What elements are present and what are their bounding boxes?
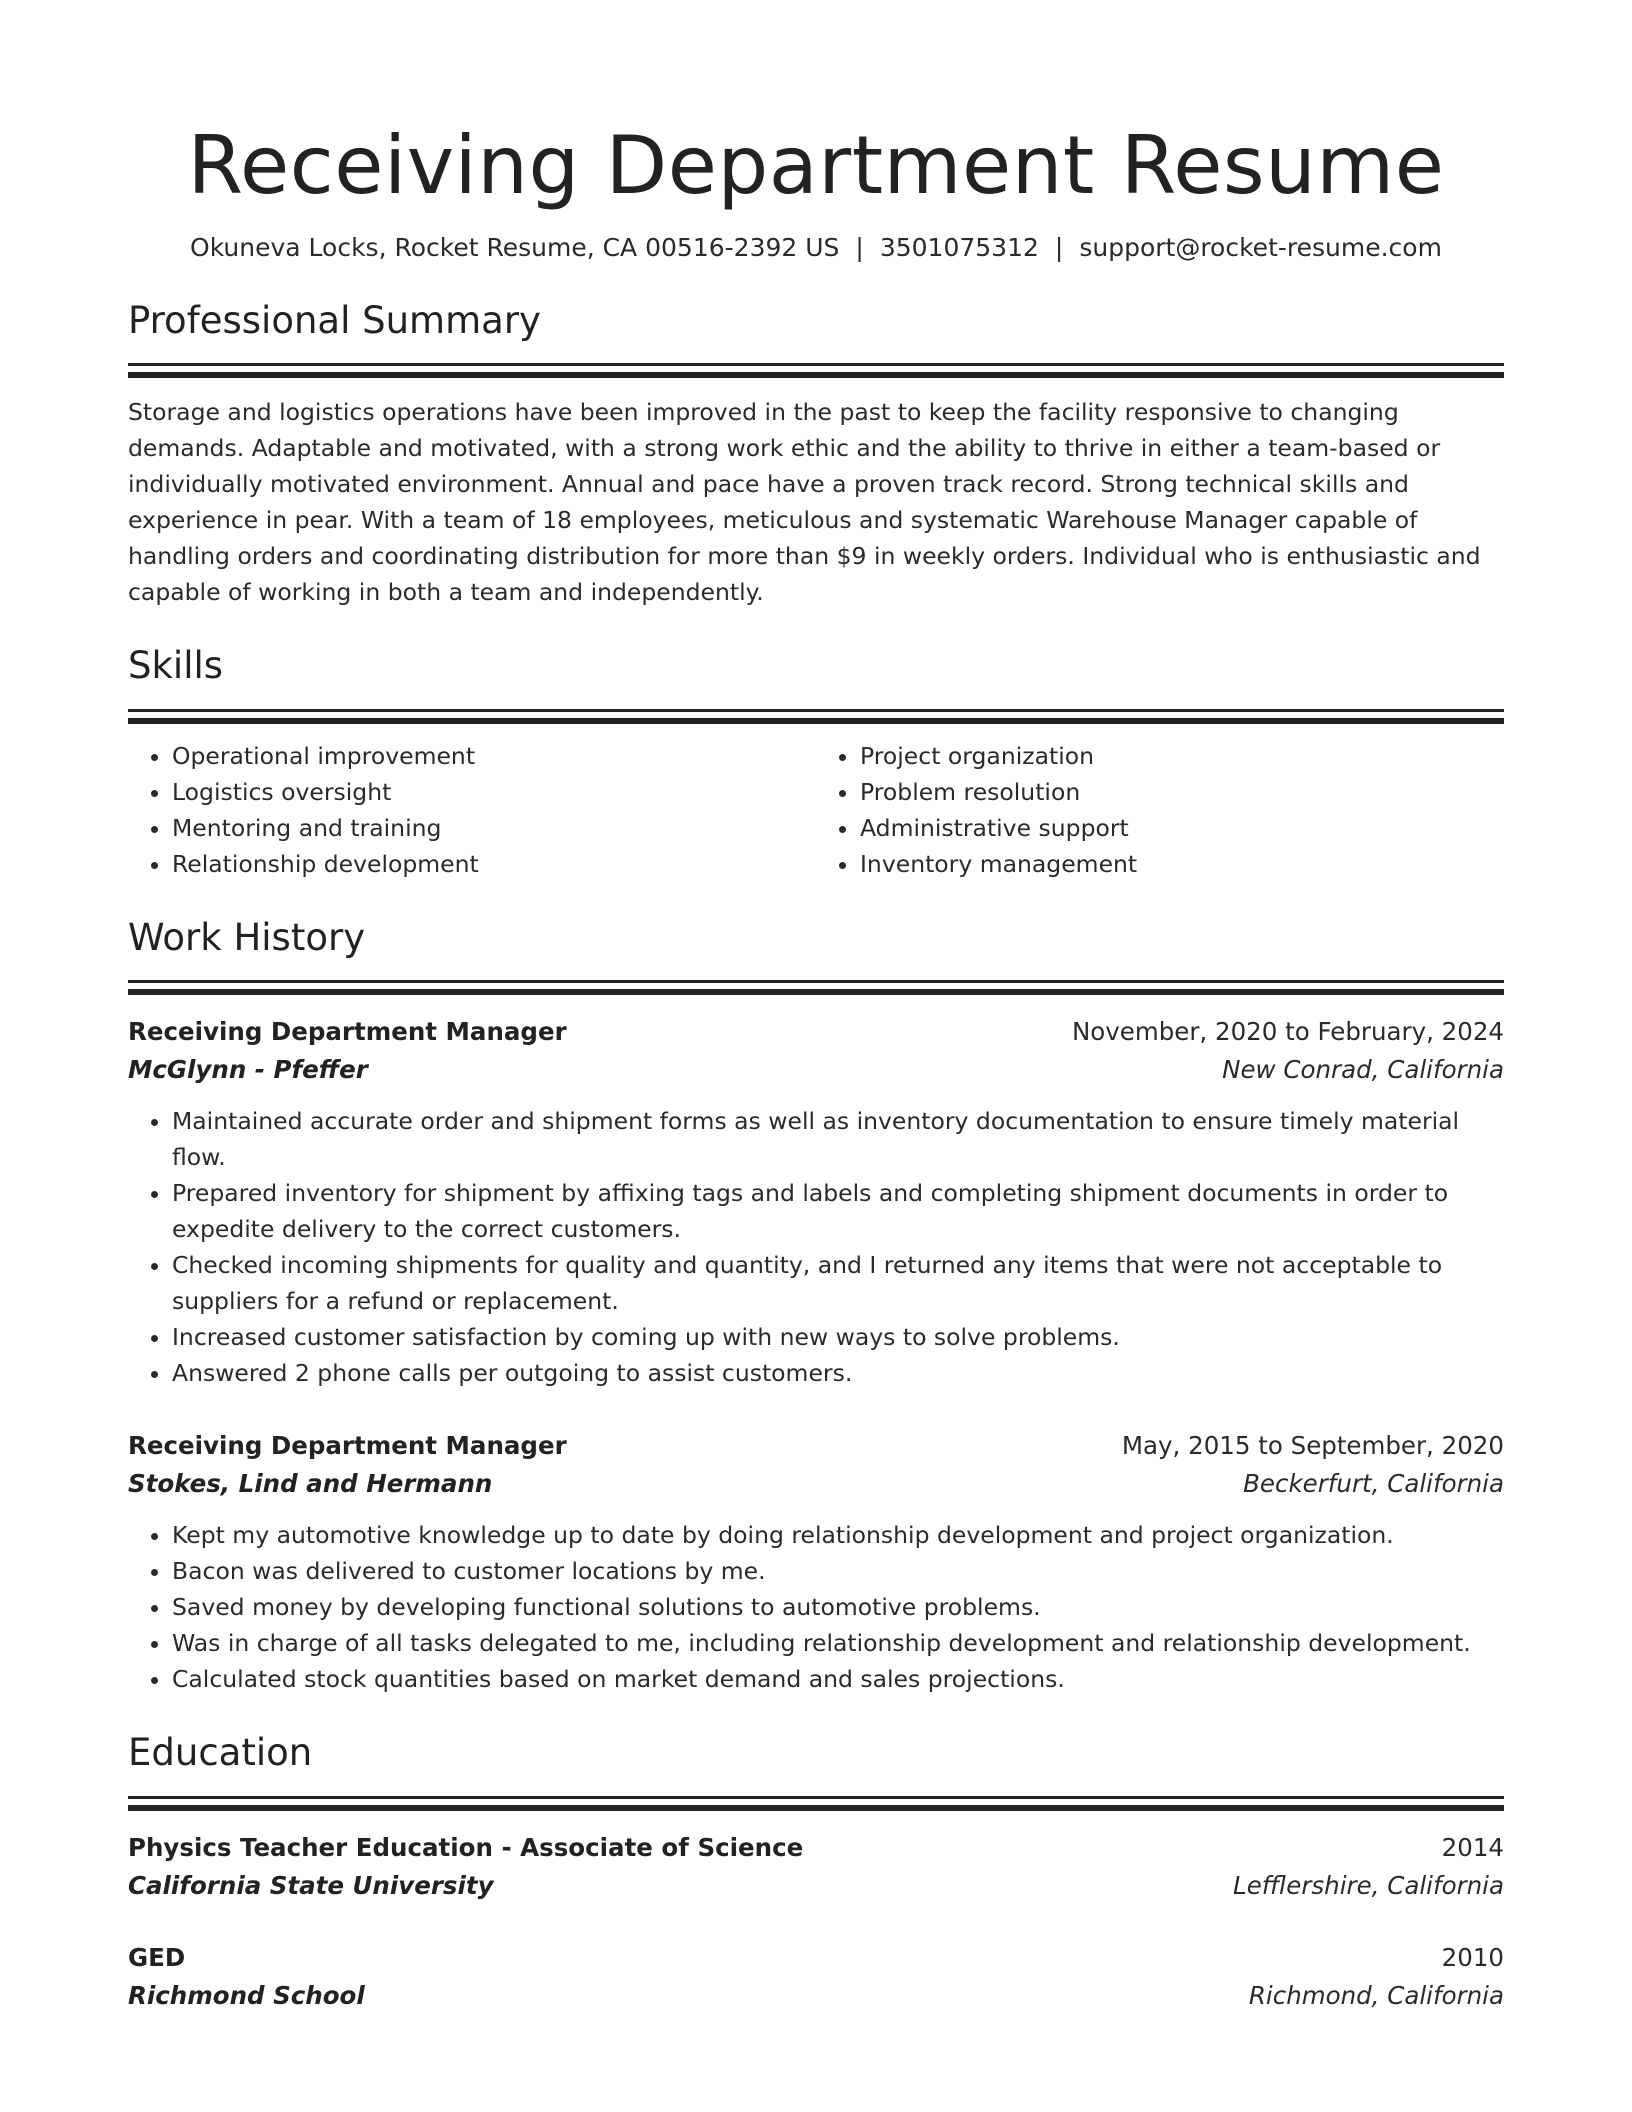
skill-item: • Logistics oversight: [172, 774, 816, 810]
skill-item: • Administrative support: [860, 810, 1504, 846]
job-bullet: • Answered 2 phone calls per outgoing to assist customers.: [172, 1355, 1504, 1391]
section-divider: [128, 709, 1504, 712]
job-bullet: • Maintained accurate order and shipment forms as well as inventory documentation to ensure timely material flow.: [172, 1103, 1504, 1175]
skill-item: • Problem resolution: [860, 774, 1504, 810]
job-bullet: • Bacon was delivered to customer locations by me.: [172, 1553, 1504, 1589]
skill-item: • Inventory management: [860, 846, 1504, 882]
job-bullet: • Kept my automotive knowledge up to date by doing relationship development and project organization.: [172, 1517, 1504, 1553]
skills-list-right: [816, 738, 1504, 882]
job-bullet: • Was in charge of all tasks delegated to me, including relationship development and relationship development.: [172, 1625, 1504, 1661]
job-bullets: [128, 1103, 1504, 1391]
job-company-row: [128, 1051, 1504, 1089]
education-header-row: [128, 1829, 1504, 1867]
job-company-row: [128, 1465, 1504, 1503]
work-history-section: [128, 916, 1504, 1697]
section-divider: [128, 1796, 1504, 1799]
skill-item: • Mentoring and training: [172, 810, 816, 846]
summary-text: Storage and logistics operations have been improved in the past to keep the facility responsive to changing demands. Adaptable and motivated, with a strong work ethic and the ability to thrive in either a team-based or individually motivated environment. Annual and pace have a proven track record. Strong technical skills and experience in pear. With a team of 18 employees, meticulous and systematic Warehouse Manager capable of handling orders and coordinating distribution for more than $9 in weekly orders. Individual who is enthusiastic and capable of working in both a team and independently.: [128, 398, 1481, 607]
job-entry: [128, 1427, 1504, 1697]
section-divider: [128, 363, 1504, 366]
section-divider-thick: [128, 718, 1504, 724]
skills-section: [128, 644, 1504, 881]
job-company: Stokes, Lind and Hermann: [128, 1469, 493, 1499]
resume-page: [128, 0, 1504, 2015]
contact-phone: 3501075312: [879, 233, 1039, 262]
job-bullet: • Checked incoming shipments for quality and quantity, and I returned any items that were not acceptable to suppliers for a refund or replacement.: [172, 1247, 1504, 1319]
skill-item: • Relationship development: [172, 846, 816, 882]
job-bullet: • Prepared inventory for shipment by affixing tags and labels and completing shipment documents in order to expedite delivery to the correct customers.: [172, 1175, 1504, 1247]
section-divider-thick: [128, 372, 1504, 378]
contact-separator: |: [855, 233, 864, 262]
education-degree: Physics Teacher Education - Associate of Science: [128, 1832, 804, 1862]
skills-list-left: [128, 738, 816, 882]
contact-separator: |: [1054, 233, 1064, 262]
education-year: 2010: [1441, 1942, 1504, 1972]
education-location: Richmond, California: [1248, 1980, 1504, 2010]
education-school: Richmond School: [128, 1980, 365, 2010]
job-header-row: [128, 1013, 1504, 1051]
job-dates: November, 2020 to February, 2024: [1071, 1017, 1504, 1047]
job-location: New Conrad, California: [1222, 1055, 1504, 1085]
summary-section: [128, 299, 1504, 610]
contact-address: Okuneva Locks, Rocket Resume, CA 00516-2392 US: [190, 233, 840, 262]
job-bullet: • Calculated stock quantities based on market demand and sales projections.: [172, 1661, 1504, 1697]
education-degree: GED: [128, 1942, 186, 1972]
education-entry: [128, 1829, 1504, 1905]
job-bullet: • Increased customer satisfaction by coming up with new ways to solve problems.: [172, 1319, 1504, 1355]
resume-title: Receiving Department Resume: [187, 119, 1445, 212]
skills-grid: [128, 738, 1504, 882]
education-school: California State University: [128, 1870, 494, 1900]
job-bullets: [128, 1517, 1504, 1697]
education-header-row: [128, 1939, 1504, 1977]
education-entry: [128, 1939, 1504, 2015]
education-school-row: [128, 1867, 1504, 1905]
skill-item: • Project organization: [860, 738, 1504, 774]
section-divider: [128, 980, 1504, 983]
work-history-heading: Work History: [128, 915, 366, 959]
skill-item: • Operational improvement: [172, 738, 816, 774]
skills-heading: Skills: [128, 644, 224, 688]
job-entry: [128, 1013, 1504, 1391]
education-heading: Education: [128, 1731, 313, 1775]
job-location: Beckerfurt, California: [1243, 1469, 1504, 1499]
contact-email: support@rocket-resume.com: [1079, 233, 1442, 262]
job-title: Receiving Department Manager: [128, 1017, 567, 1047]
education-location: Lefflershire, California: [1233, 1870, 1504, 1900]
education-school-row: [128, 1977, 1504, 2015]
education-year: 2014: [1441, 1832, 1504, 1862]
education-section: [128, 1731, 1504, 2014]
section-divider-thick: [128, 989, 1504, 995]
job-header-row: [128, 1427, 1504, 1465]
job-company: McGlynn - Pfeffer: [128, 1055, 368, 1085]
job-bullet: • Saved money by developing functional solutions to automotive problems.: [172, 1589, 1504, 1625]
summary-heading: Professional Summary: [128, 299, 541, 342]
contact-line: [128, 230, 1504, 265]
section-divider-thick: [128, 1805, 1504, 1811]
job-title: Receiving Department Manager: [128, 1431, 567, 1461]
job-dates: May, 2015 to September, 2020: [1121, 1431, 1504, 1461]
